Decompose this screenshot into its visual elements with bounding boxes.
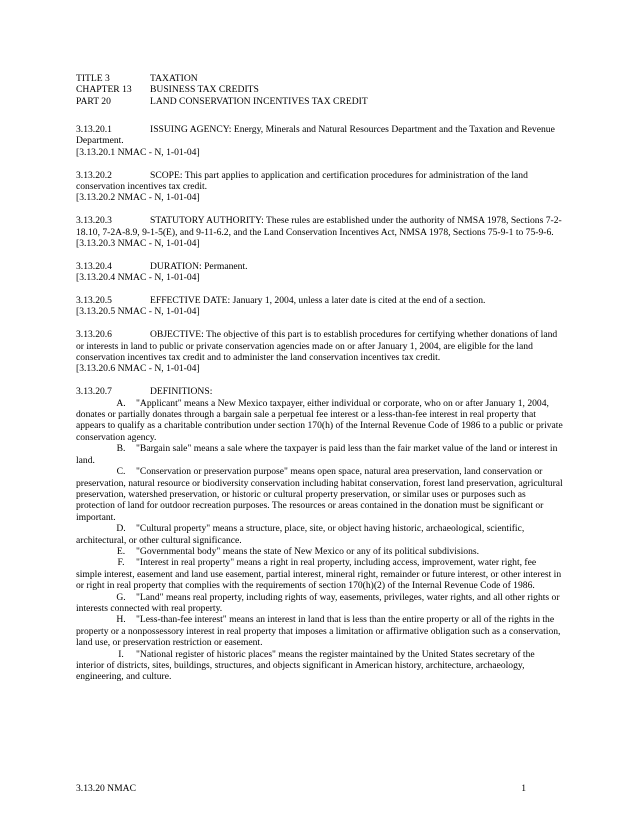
definition-letter: H. <box>116 614 126 626</box>
definition-letter: F. <box>117 557 125 569</box>
definition-item <box>76 523 564 546</box>
definition-text: "Applicant" means a New Mexico taxpayer, either individual or corporate, who on or after January 1, 2004, donates or partially donates through a bargain sale a perpetual fee interest or a less-than-fee interest in real property that appears to qualify as a charitable contribution under section 170(h) of the Internal Revenue Code of 1986 to a public or private conservation agency. <box>76 397 563 443</box>
document-body <box>76 124 564 694</box>
definition-item <box>76 614 564 648</box>
section-number: 3.13.20.2 <box>76 169 112 181</box>
section-text: ISSUING AGENCY: Energy, Minerals and Natural Resources Department and the Taxation and Revenue Department. <box>76 124 555 147</box>
definition-text: "Governmental body" means the state of New Mexico or any of its political subdivisions. <box>136 545 480 557</box>
part-line <box>76 96 368 107</box>
definition-letter: I. <box>118 648 124 660</box>
section-number: 3.13.20.4 <box>76 260 112 272</box>
chapter-label: CHAPTER 13 <box>76 84 132 96</box>
chapter-value: BUSINESS TAX CREDITS <box>150 84 259 96</box>
section-text: DURATION: Permanent. <box>150 260 248 272</box>
section-number: 3.13.20.6 <box>76 329 112 341</box>
definitions-heading: DEFINITIONS: <box>150 386 213 398</box>
section-number: 3.13.20.7 <box>76 386 112 398</box>
definition-text: "Land" means real property, including rights of way, easements, privileges, water rights, and all other rights or interests connected with real property. <box>76 591 560 614</box>
section-text: STATUTORY AUTHORITY: These rules are established under the authority of NMSA 1978, Sections 7-2-18.10, 7-2A-8.9, 9-1-5(E), and 9-11-6.2, and the Land Conservation Incentives Act, NMSA 1978, Sections 75-9-1 to 75-9-6. <box>76 215 562 238</box>
definition-letter: E. <box>116 545 126 557</box>
definition-text: "Cultural property" means a structure, place, site, or object having historic, archaeological, scientific, architectural, or other cultural significance. <box>76 523 525 546</box>
definition-item <box>76 592 564 615</box>
page-footer <box>76 783 526 794</box>
definition-letter: D. <box>116 523 126 535</box>
section-citation: [3.13.20.3 NMAC - N, 1-01-04] <box>76 238 200 250</box>
title-line <box>76 73 368 84</box>
definition-text: "Conservation or preservation purpose" means open space, natural area preservation, land conservation or preservation, natural resource or biodiversity conservation including habitat conservation, forest land preservation, agricultural preservation, watershed preservation, or historic or cultural property preservation, or similar uses or purposes such as protection of land for outdoor recreation purposes. The resources or areas contained in the donation must be significant or important. <box>76 466 563 523</box>
definition-item <box>76 398 564 444</box>
document-header <box>76 73 368 107</box>
section-text: SCOPE: This part applies to application and certification procedures for administration of the land conservation incentives tax credit. <box>76 169 528 193</box>
section-citation: [3.13.20.6 NMAC - N, 1-01-04] <box>76 363 200 375</box>
definition-item <box>76 443 564 466</box>
section-text: EFFECTIVE DATE: January 1, 2004, unless a later date is cited at the end of a section. <box>150 295 486 307</box>
section-scope <box>76 170 564 204</box>
definition-letter: B. <box>116 443 126 455</box>
definition-letter: A. <box>116 397 126 409</box>
definition-text: "Interest in real property" means a right in real property, including access, improvement, water right, fee simple interest, easement and land use easement, partial interest, mineral right, remainder or future interest, or other interest in or right in real property that complies with the requirements of section 170(h)(2) of the Internal Revenue Code of 1986. <box>76 557 562 592</box>
section-objective <box>76 329 564 375</box>
section-citation: [3.13.20.1 NMAC - N, 1-01-04] <box>76 146 200 158</box>
section-duration <box>76 261 564 284</box>
part-value: LAND CONSERVATION INCENTIVES TAX CREDIT <box>150 95 368 107</box>
definition-letter: G. <box>116 591 126 603</box>
footer-doc-id: 3.13.20 NMAC <box>76 783 136 794</box>
section-effective-date <box>76 295 564 318</box>
title-label: TITLE 3 <box>76 73 110 84</box>
section-citation: [3.13.20.4 NMAC - N, 1-01-04] <box>76 272 200 284</box>
page-number: 1 <box>521 783 526 794</box>
section-number: 3.13.20.5 <box>76 295 112 307</box>
title-value: TAXATION <box>150 73 198 84</box>
section-statutory-authority <box>76 215 564 249</box>
definition-item <box>76 557 564 591</box>
definition-text: "National register of historic places" means the register maintained by the United States secretary of the interior of districts, sites, buildings, structures, and objects significant in American history, architecture, archaeology, engineering, and culture. <box>76 648 535 683</box>
definition-item <box>76 546 564 557</box>
section-citation: [3.13.20.2 NMAC - N, 1-01-04] <box>76 192 200 204</box>
definition-item <box>76 649 564 683</box>
chapter-line <box>76 84 368 95</box>
definition-text: "Less-than-fee interest" means an interest in land that is less than the entire property or all of the rights in the property or a nonpossessory interest in real property that imposes a limitation or affirmative obligation such as a conservation, land use, or preservation restriction or easement. <box>76 614 561 649</box>
section-number: 3.13.20.1 <box>76 124 112 135</box>
section-definitions <box>76 386 564 683</box>
definition-text: "Bargain sale" means a sale where the taxpayer is paid less than the fair market value of the land or interest in land. <box>76 443 558 466</box>
part-label: PART 20 <box>76 95 111 107</box>
definition-letter: C. <box>116 466 126 478</box>
section-citation: [3.13.20.5 NMAC - N, 1-01-04] <box>76 306 200 318</box>
section-number: 3.13.20.3 <box>76 215 112 227</box>
section-text: OBJECTIVE: The objective of this part is to establish procedures for certifying whether donations of land or interests in land to public or private conservation agencies made on or after January 1, 2004, are eligible for the land conservation incentives tax credit and to administer the land conservation incentives tax credit. <box>76 329 558 364</box>
section-issuing-agency <box>76 124 564 158</box>
definition-item <box>76 466 564 523</box>
